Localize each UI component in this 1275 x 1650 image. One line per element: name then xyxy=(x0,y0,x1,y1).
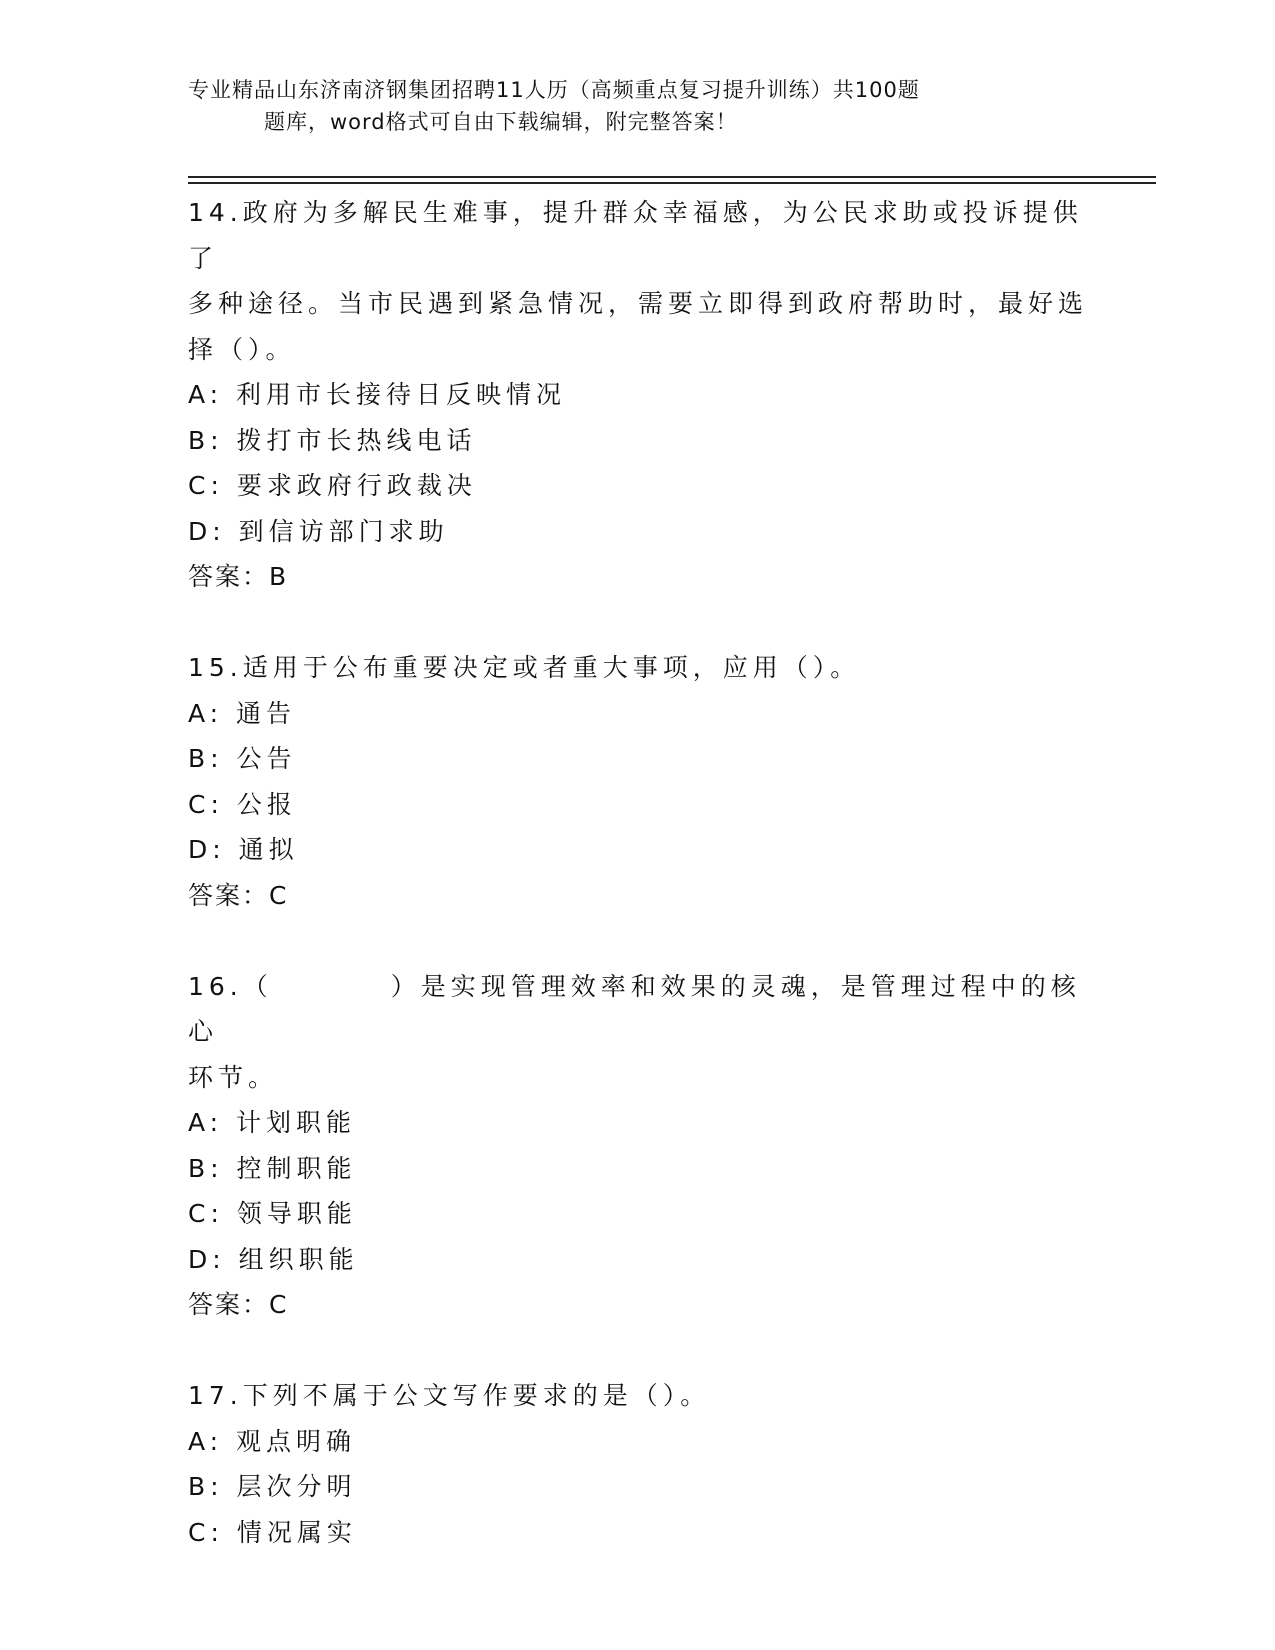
option-text: 要求政府行政裁决 xyxy=(236,471,477,500)
header-title-line-1: 专业精品山东济南济钢集团招聘11人历（高频重点复习提升训练）共100题 xyxy=(188,78,920,102)
question-stem-line: 择（）。 xyxy=(188,334,296,364)
option-text: 到信访部门求助 xyxy=(238,516,449,546)
option-letter: A: xyxy=(188,698,224,728)
answer-line: 答案：C xyxy=(188,880,289,910)
document-header xyxy=(188,74,1048,138)
spacer xyxy=(188,600,1088,646)
option-c xyxy=(188,782,1088,828)
question-stem-line: 环节。 xyxy=(188,1062,279,1092)
option-letter: C: xyxy=(188,1199,224,1228)
option-letter: B: xyxy=(188,744,224,773)
option-letter: D: xyxy=(188,835,226,864)
option-d xyxy=(188,1237,1088,1283)
question-stem-line: 17.下列不属于公文写作要求的是（）。 xyxy=(188,1381,711,1410)
option-b xyxy=(188,418,1088,464)
option-text: 计划职能 xyxy=(236,1108,357,1137)
option-letter: A: xyxy=(188,1108,224,1137)
option-a xyxy=(188,372,1088,418)
option-text: 拨打市长热线电话 xyxy=(236,425,477,455)
option-letter: A: xyxy=(188,380,224,409)
option-a xyxy=(188,1419,1088,1465)
option-text: 公告 xyxy=(236,744,297,773)
stem-suffix: ）是实现管理效率和效果的灵魂，是管理过程中的核心 xyxy=(188,971,1081,1046)
option-d xyxy=(188,509,1088,555)
option-text: 组织职能 xyxy=(238,1244,359,1274)
option-letter: B: xyxy=(188,425,224,455)
option-a xyxy=(188,1100,1088,1146)
question-stem-line: 多种途径。当市民遇到紧急情况，需要立即得到政府帮助时，最好选 xyxy=(188,289,1089,318)
question-14 xyxy=(188,190,1088,600)
answer-line: 答案：B xyxy=(188,562,289,591)
option-letter: D: xyxy=(188,1244,226,1274)
header-divider-bottom xyxy=(188,182,1156,184)
question-stem-line: 15.适用于公布重要决定或者重大事项，应用（）。 xyxy=(188,653,861,682)
option-letter: C: xyxy=(188,471,224,500)
option-a xyxy=(188,691,1088,737)
option-c xyxy=(188,463,1088,509)
question-15 xyxy=(188,645,1088,918)
answer-line: 答案：C xyxy=(188,1290,289,1319)
option-c xyxy=(188,1510,1088,1556)
option-letter: C: xyxy=(188,1517,224,1547)
question-list xyxy=(188,190,1088,1555)
question-16 xyxy=(188,964,1088,1328)
option-letter: B: xyxy=(188,1472,224,1501)
option-text: 领导职能 xyxy=(236,1199,357,1228)
stem-prefix: 16.（ xyxy=(188,971,273,1001)
option-d xyxy=(188,827,1088,873)
option-b xyxy=(188,1146,1088,1192)
option-text: 通拟 xyxy=(238,835,299,864)
option-text: 控制职能 xyxy=(236,1153,357,1183)
option-letter: A: xyxy=(188,1426,224,1456)
option-letter: B: xyxy=(188,1153,224,1183)
header-title-line-2: 题库，word格式可自由下载编辑，附完整答案！ xyxy=(264,110,738,134)
option-b xyxy=(188,1464,1088,1510)
spacer xyxy=(188,918,1088,964)
question-stem-line: 14.政府为多解民生难事，提升群众幸福感，为公民求助或投诉提供了 xyxy=(188,198,1083,273)
option-text: 观点明确 xyxy=(236,1426,357,1456)
option-text: 层次分明 xyxy=(236,1472,357,1501)
header-divider-top xyxy=(188,176,1156,178)
question-stem-line xyxy=(188,964,1088,1055)
option-text: 利用市长接待日反映情况 xyxy=(236,380,567,409)
option-letter: C: xyxy=(188,789,224,819)
option-b xyxy=(188,736,1088,782)
option-text: 通告 xyxy=(236,698,297,728)
option-text: 公报 xyxy=(236,789,297,819)
question-17 xyxy=(188,1373,1088,1555)
option-c xyxy=(188,1191,1088,1237)
spacer xyxy=(188,1328,1088,1374)
option-letter: D: xyxy=(188,516,226,546)
option-text: 情况属实 xyxy=(236,1517,357,1547)
